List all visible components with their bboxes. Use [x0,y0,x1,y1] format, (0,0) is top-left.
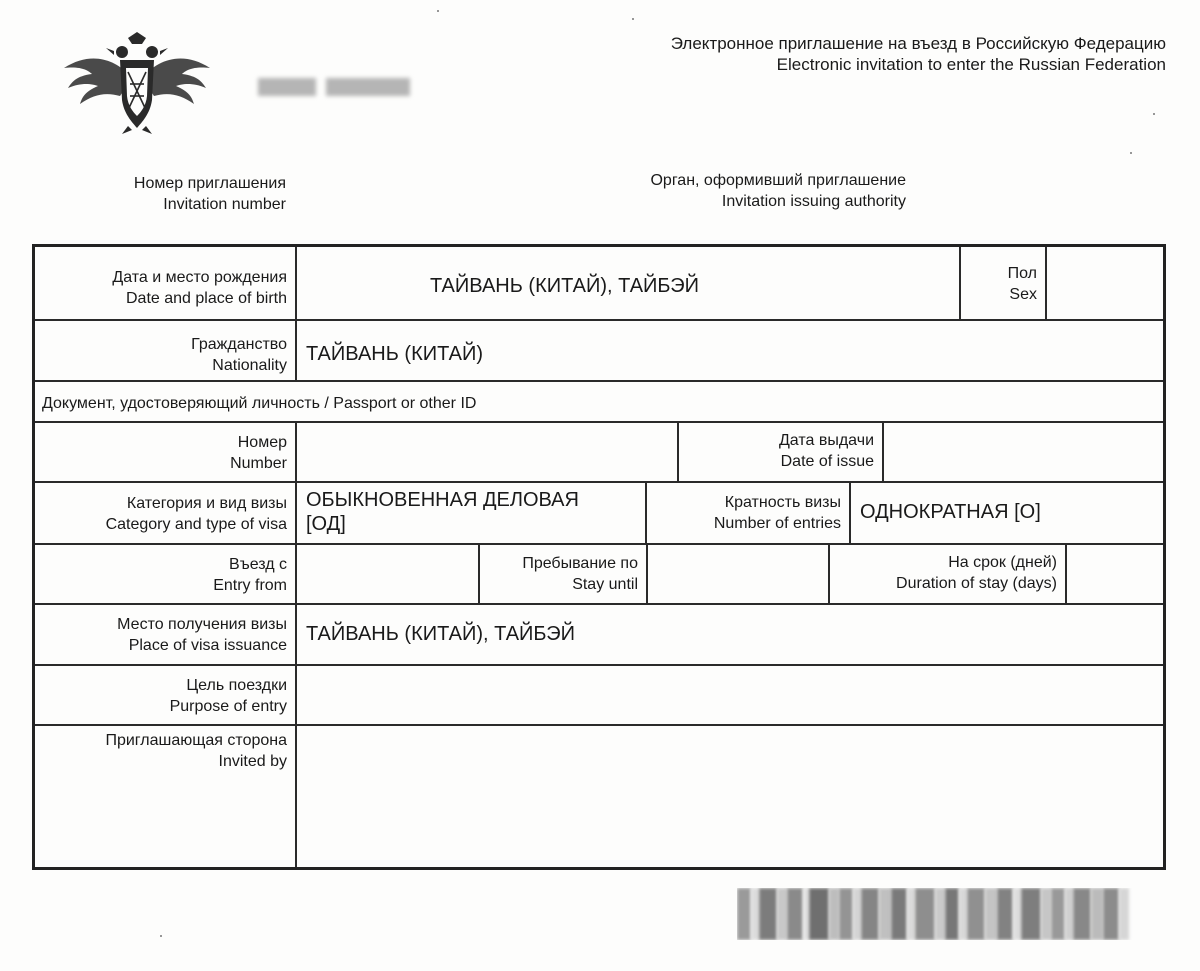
passport-number-label-ru: Номер [237,434,287,451]
entries-value: ОДНОКРАТНАЯ [О] [860,501,1041,523]
barcode-bar [759,888,777,940]
barcode-bar [967,888,985,940]
title-en: Electronic invitation to enter the Russian Federation [776,55,1166,74]
visa-category-value [306,488,579,536]
nationality-label [35,334,295,376]
invited-by-label-ru: Приглашающая сторона [105,732,287,749]
scan-speck [1153,113,1155,115]
entry-from-label [35,554,295,596]
row-divider [35,380,1163,382]
issue-date-label-en: Date of issue [780,453,874,470]
scan-speck [160,935,162,937]
birth-label-en: Date and place of birth [126,290,287,307]
issue-date-label-ru: Дата выдачи [778,432,874,449]
barcode-bar [935,888,945,940]
barcode-bar [945,888,959,940]
purpose-label-ru: Цель поездки [186,677,287,694]
label-column-divider [295,421,297,867]
duration-label [830,552,1065,594]
scan-speck [437,10,439,12]
issuing-authority-label [520,170,906,212]
scan-speck [1130,152,1132,154]
birth-label-ru: Дата и место рождения [112,269,287,286]
barcode-bar [853,888,861,940]
document-title [671,33,1166,75]
barcode-bar [915,888,935,940]
nationality-label-en: Nationality [212,357,287,374]
column-divider [646,543,648,603]
barcode-bar [777,888,787,940]
column-divider [849,481,851,543]
visa-place-value: ТАЙВАНЬ (КИТАЙ), ТАЙБЭЙ [306,623,576,645]
scan-speck [632,18,634,20]
visa-category-value-line2: [ОД] [306,513,346,535]
redacted-name [258,78,410,96]
purpose-label-en: Purpose of entry [169,698,287,715]
row-divider [35,724,1163,726]
passport-number-label [35,432,295,474]
row-divider [35,319,1163,321]
barcode-bar [1065,888,1073,940]
passport-number-label-en: Number [230,455,287,472]
column-divider [1045,247,1047,319]
barcode-bar [907,888,915,940]
visa-place-label-en: Place of visa issuance [128,637,287,654]
barcode-bar [891,888,907,940]
visa-place-label [35,614,295,656]
barcode-bar [1103,888,1119,940]
row-divider [35,603,1163,605]
visa-category-label-ru: Категория и вид визы [126,495,287,512]
nationality-label-ru: Гражданство [191,336,287,353]
invited-by-label [35,730,295,772]
birth-label [35,267,295,309]
barcode-bar [787,888,803,940]
double-headed-eagle-emblem [62,30,212,136]
visa-category-label [35,493,295,535]
barcode-bar [879,888,891,940]
barcode-bar [839,888,853,940]
barcode-bar [1119,888,1129,940]
redacted-barcode [737,888,1169,940]
barcode-bar [959,888,967,940]
stay-until-label [480,553,646,595]
stay-until-label-ru: Пребывание по [522,555,638,572]
duration-label-en: Duration of stay (days) [896,575,1057,592]
invitation-form [32,244,1166,870]
nationality-value: ТАЙВАНЬ (КИТАЙ) [306,343,484,365]
barcode-bar [751,888,759,940]
title-ru: Электронное приглашение на въезд в Российскую Федерацию [670,34,1166,53]
barcode-bar [809,888,829,940]
barcode-bar [829,888,839,940]
visa-category-label-en: Category and type of visa [105,516,287,533]
barcode-bar [1013,888,1021,940]
passport-header: Документ, удостоверяющий личность / Passport or other ID [42,395,477,412]
purpose-label [35,675,295,717]
barcode-bar [985,888,997,940]
redacted-block [258,78,316,96]
invitation-number-label [60,173,286,215]
birth-value: ТАЙВАНЬ (КИТАЙ), ТАЙБЭЙ [430,275,700,297]
barcode-bar [1091,888,1103,940]
barcode-bar [1051,888,1065,940]
visa-place-label-ru: Место получения визы [117,616,287,633]
issuing-authority-ru: Орган, оформивший приглашение [650,172,906,189]
label-column-divider [295,247,297,380]
row-divider [35,421,1163,423]
entries-label-ru: Кратность визы [724,494,841,511]
entry-from-label-ru: Въезд с [229,556,287,573]
entries-label-en: Number of entries [713,515,841,532]
barcode-bar [1041,888,1051,940]
barcode-bar [1073,888,1091,940]
barcode-bar [737,888,751,940]
sex-label-ru: Пол [1007,265,1037,282]
barcode-bar [1021,888,1041,940]
stay-until-label-en: Stay until [572,576,638,593]
entries-label [647,492,849,534]
sex-label-en: Sex [1009,286,1037,303]
duration-label-ru: На срок (дней) [948,554,1057,571]
entry-from-label-en: Entry from [213,577,287,594]
invitation-number-ru: Номер приглашения [133,175,286,192]
invited-by-label-en: Invited by [218,753,287,770]
issuing-authority-en: Invitation issuing authority [721,193,906,210]
redacted-block [326,78,410,96]
column-divider [1065,543,1067,603]
row-divider [35,664,1163,666]
row-divider [35,481,1163,483]
barcode-bar [861,888,879,940]
visa-category-value-line1: ОБЫКНОВЕННАЯ ДЕЛОВАЯ [306,489,579,511]
issue-date-label [679,430,882,472]
barcode-bar [997,888,1013,940]
row-divider [35,543,1163,545]
column-divider [882,421,884,481]
invitation-number-en: Invitation number [163,196,286,213]
sex-label [961,263,1045,305]
